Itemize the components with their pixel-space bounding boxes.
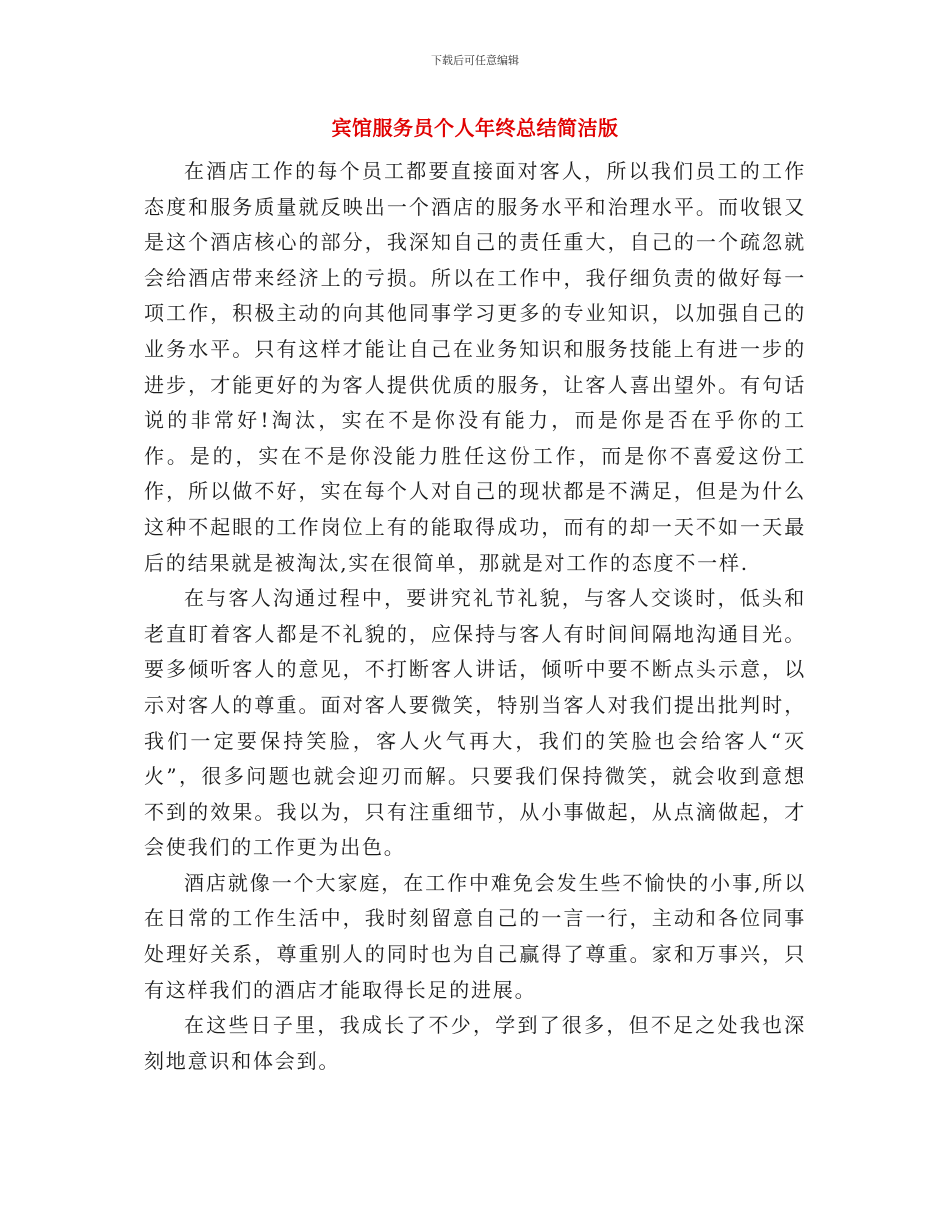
document-body (144, 154, 806, 1079)
paragraph: 酒店就像一个大家庭，在工作中难免会发生些不愉快的小事,所以在日常的工作生活中，我时刻留意自己的一言一行，主动和各位同事处理好关系，尊重别人的同时也为自己赢得了尊重。家和万事兴，只有这样我们的酒店才能取得长足的进展。 (144, 870, 806, 1002)
header-note: 下载后可任意编辑 (431, 54, 519, 67)
paragraph: 在酒店工作的每个员工都要直接面对客人，所以我们员工的工作态度和服务质量就反映出一个酒店的服务水平和治理水平。而收银又是这个酒店核心的部分，我深知自己的责任重大，自己的一个疏忽就会给酒店带来经济上的亏损。所以在工作中，我仔细负责的做好每一项工作，积极主动的向其他同事学习更多的专业知识，以加强自己的业务水平。只有这样才能让自己在业务知识和服务技能上有进一步的进步，才能更好的为客人提供优质的服务，让客人喜出望外。有句话说的非常好!淘汰，实在不是你没有能力，而是你是否在乎你的工作。是的，实在不是你没能力胜任这份工作，而是你不喜爱这份工作，所以做不好，实在每个人对自己的现状都是不满足，但是为什么这种不起眼的工作岗位上有的能取得成功，而有的却一天不如一天最后的结果就是被淘汰,实在很简单，那就是对工作的态度不一样. (144, 159, 806, 575)
paragraph: 在这些日子里，我成长了不少，学到了很多，但不足之处我也深刻地意识和体会到。 (144, 1013, 806, 1073)
paragraph: 在与客人沟通过程中，要讲究礼节礼貌，与客人交谈时，低头和老直盯着客人都是不礼貌的，应保持与客人有时间间隔地沟通目光。要多倾听客人的意见，不打断客人讲话，倾听中要不断点头示意，以示对客人的尊重。面对客人要微笑，特别当客人对我们提出批判时，我们一定要保持笑脸，客人火气再大，我们的笑脸也会给客人“灭火”，很多问题也就会迎刃而解。只要我们保持微笑，就会收到意想不到的效果。我以为，只有注重细节，从小事做起，从点滴做起，才会使我们的工作更为出色。 (144, 586, 806, 860)
document-title: 宾馆服务员个人年终总结简洁版 (331, 116, 619, 140)
